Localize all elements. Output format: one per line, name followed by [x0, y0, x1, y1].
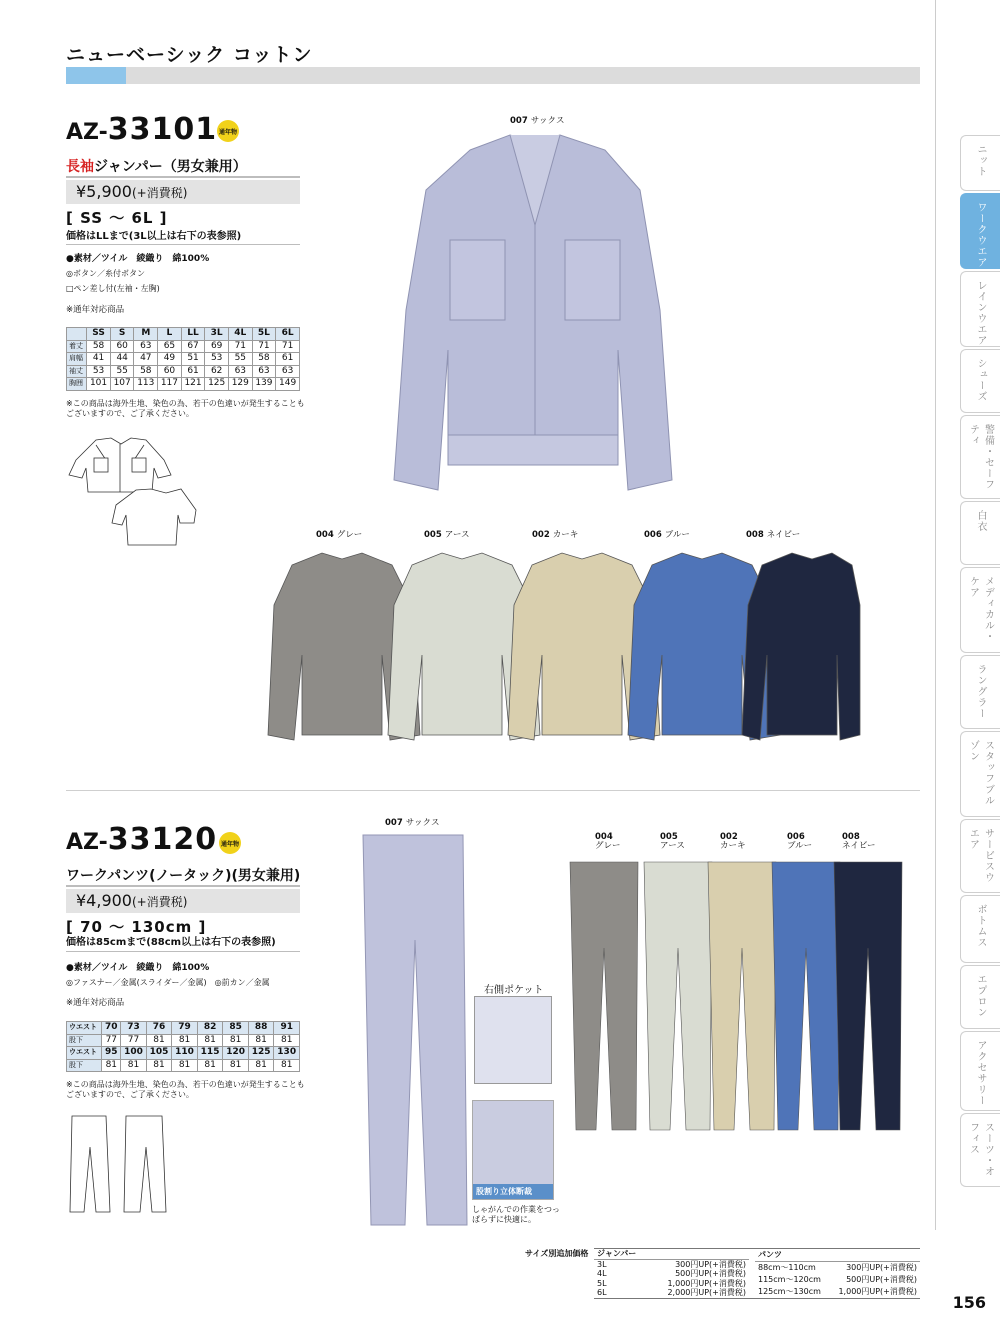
- pants-line-drawing: [66, 1112, 176, 1222]
- table-header-cell: SS: [87, 328, 111, 341]
- table-cell: 81: [223, 1059, 249, 1072]
- jacket-price: ¥5,900: [76, 182, 132, 201]
- table-cell: 81: [146, 1034, 172, 1047]
- side-nav-label: ボトムス: [975, 904, 986, 948]
- side-nav-tab-accessory[interactable]: [960, 1031, 1000, 1111]
- side-nav-tab-security[interactable]: [960, 415, 1000, 499]
- color-name: カーキ: [552, 530, 579, 540]
- table-row-label: 肩幅: [67, 353, 87, 366]
- table-cell: 58: [252, 353, 276, 366]
- table-row: [67, 1059, 300, 1072]
- jacket-tax: (+消費税): [131, 186, 188, 200]
- pants-variant-label: [595, 833, 621, 852]
- jacket-name: [66, 156, 247, 176]
- side-nav-tab-wrangler[interactable]: [960, 655, 1000, 729]
- color-code: 005: [660, 832, 678, 842]
- pants-price: ¥4,900: [76, 891, 132, 910]
- table-cell: 63: [134, 340, 158, 353]
- side-nav-label: ラングラー: [975, 664, 986, 719]
- table-row: [67, 1034, 300, 1047]
- pants-extra-table: [755, 1249, 920, 1298]
- pants-disclaimer: ※この商品は海外生地、染色の為、若干の色違いが発生することもございますので、ご了承ください。: [66, 1080, 305, 1100]
- side-nav-tab-service[interactable]: [960, 819, 1000, 893]
- jumper-extra-header: ジャンパー: [594, 1249, 749, 1259]
- jacket-spec-button: ◎ボタン／糸付ボタン: [66, 269, 145, 278]
- side-nav-label: スーツ・オフィス: [967, 1122, 994, 1177]
- side-nav-label: ワークウエア: [975, 202, 986, 268]
- side-nav-tab-knit[interactable]: [960, 135, 1000, 191]
- table-cell: 85: [223, 1022, 249, 1035]
- table-row: [755, 1286, 920, 1298]
- pants-model-num: 33120: [107, 822, 218, 857]
- pants-main-color-label: [385, 816, 439, 828]
- side-nav-label: サービスウエア: [967, 828, 994, 883]
- table-row: [594, 1269, 749, 1279]
- pants-material: ●素材／ツイル 綾織り 綿100%: [66, 963, 210, 973]
- table-header-cell: L: [158, 328, 182, 341]
- color-code: 008: [842, 832, 860, 842]
- page-title: ニューベーシック コットン: [66, 44, 313, 66]
- table-header-cell: M: [134, 328, 158, 341]
- table-cell: 77: [102, 1034, 121, 1047]
- table-cell: 62: [205, 365, 229, 378]
- table-cell: 65: [158, 340, 182, 353]
- table-row-label: 着丈: [67, 340, 87, 353]
- extra-price: 300円UP(+消費税): [846, 1263, 917, 1273]
- color-name: アース: [444, 530, 470, 540]
- table-header-cell: S: [110, 328, 134, 341]
- extra-price: 2,000円UP(+消費税): [667, 1288, 746, 1297]
- jacket-note-underline: [66, 244, 300, 245]
- table-cell: 82: [197, 1022, 223, 1035]
- jacket-season-badge: 通年物: [217, 120, 239, 142]
- table-cell: 107: [110, 378, 134, 391]
- table-cell: 67: [181, 340, 205, 353]
- table-cell: 58: [134, 365, 158, 378]
- jacket-main-image: [380, 130, 690, 510]
- jacket-variants-image: [262, 545, 862, 755]
- table-cell: 129: [228, 378, 252, 391]
- pants-variant-label: [842, 833, 876, 852]
- table-cell: 81: [146, 1059, 172, 1072]
- table-row-label: 股下: [67, 1034, 102, 1047]
- table-cell: 63: [276, 365, 300, 378]
- table-cell: 55: [110, 365, 134, 378]
- color-code: 002: [532, 530, 550, 540]
- table-cell: 58: [87, 340, 111, 353]
- side-nav-tab-suit[interactable]: [960, 1113, 1000, 1187]
- pants-name: ワークパンツ(ノータック)(男女兼用): [66, 868, 301, 884]
- color-name: ブルー: [787, 841, 813, 852]
- table-row: [755, 1261, 920, 1273]
- table-cell: 81: [248, 1034, 274, 1047]
- title-bar: [66, 67, 920, 84]
- side-nav-tab-whitecoat[interactable]: [960, 501, 1000, 565]
- table-cell: 101: [87, 378, 111, 391]
- jacket-material: ●素材／ツイル 綾織り 綿100%: [66, 254, 210, 264]
- table-cell: 55: [228, 353, 252, 366]
- pants-main-image: [355, 830, 475, 1230]
- table-cell: 49: [158, 353, 182, 366]
- table-cell: 79: [172, 1022, 198, 1035]
- extra-price-title: サイズ別追加価格: [525, 1249, 589, 1258]
- extra-price-table: [594, 1248, 920, 1299]
- table-cell: 53: [87, 365, 111, 378]
- table-row-label: 股下: [67, 1059, 102, 1072]
- table-corner: [67, 328, 87, 341]
- pants-tax: (+消費税): [131, 895, 188, 909]
- table-cell: 69: [205, 340, 229, 353]
- side-nav-tab-workwear[interactable]: [960, 193, 1000, 269]
- color-name: グレー: [336, 530, 363, 540]
- table-cell: 100: [121, 1047, 147, 1060]
- table-cell: 113: [134, 378, 158, 391]
- table-cell: 81: [223, 1034, 249, 1047]
- side-nav: [960, 135, 1000, 1189]
- table-cell: 60: [158, 365, 182, 378]
- table-cell: 44: [110, 353, 134, 366]
- jacket-variant-label: [644, 528, 690, 540]
- extra-price: 500円UP(+消費税): [846, 1275, 917, 1284]
- table-row: [67, 378, 300, 391]
- side-nav-tab-medical[interactable]: [960, 567, 1000, 653]
- jacket-spec-pen: □ペン差し付(左袖・左胸): [66, 284, 160, 293]
- table-row: [594, 1259, 749, 1269]
- table-cell: 71: [252, 340, 276, 353]
- pocket-detail-label: 右側ポケット: [484, 985, 544, 996]
- title-bar-accent: [66, 67, 126, 84]
- table-row-label: 胸囲: [67, 378, 87, 391]
- table-header-cell: 5L: [252, 328, 276, 341]
- table-cell: 61: [181, 365, 205, 378]
- table-cell: 76: [146, 1022, 172, 1035]
- pants-season-note: ※通年対応商品: [66, 998, 125, 1008]
- color-code: 004: [316, 530, 334, 540]
- jacket-model-number: [66, 112, 217, 147]
- side-nav-label: 警備・セーフティ: [967, 424, 994, 490]
- table-row-label: ウエスト: [67, 1022, 102, 1035]
- side-nav-label: 白衣: [975, 510, 986, 532]
- side-nav-label: メディカル・ケア: [967, 576, 994, 642]
- color-code: 007: [510, 116, 528, 126]
- pants-extra-header: パンツ: [755, 1249, 920, 1261]
- table-cell: 81: [197, 1059, 223, 1072]
- table-cell: 125: [248, 1047, 274, 1060]
- pants-price-bar: [66, 889, 300, 913]
- table-header-cell: LL: [181, 328, 205, 341]
- jacket-season-note: ※通年対応商品: [66, 305, 125, 315]
- jacket-price-bar: [66, 180, 300, 204]
- pants-variant-label: [787, 833, 812, 852]
- color-code: 004: [595, 832, 613, 842]
- table-header-cell: 3L: [205, 328, 229, 341]
- extra-price: 500円UP(+消費税): [675, 1269, 746, 1278]
- table-cell: 88: [248, 1022, 274, 1035]
- side-nav-label: エプロン: [975, 974, 986, 1018]
- table-cell: 51: [181, 353, 205, 366]
- crotch-detail-text: しゃがんでの作業をつっぱらずに快適に。: [472, 1205, 560, 1225]
- pants-size-range: [ 70 ～ 130cm ]: [66, 918, 207, 936]
- table-cell: 115: [197, 1047, 223, 1060]
- jacket-variant-label: [424, 528, 470, 540]
- jacket-name-rest: ジャンパー（男女兼用）: [94, 159, 247, 175]
- color-code: 008: [746, 530, 764, 540]
- table-cell: 81: [172, 1034, 198, 1047]
- color-name: アース: [660, 841, 685, 852]
- jacket-line-drawing: [66, 430, 206, 550]
- table-row: [67, 365, 300, 378]
- table-row-label: 袖丈: [67, 365, 87, 378]
- side-nav-tab-apron[interactable]: [960, 965, 1000, 1029]
- pocket-detail-image: [474, 996, 552, 1084]
- color-name: サックス: [405, 818, 440, 828]
- table-cell: 121: [181, 378, 205, 391]
- side-nav-tab-staff[interactable]: [960, 731, 1000, 817]
- jacket-size-range: [ SS ～ 6L ]: [66, 209, 168, 227]
- pants-model-prefix: AZ-: [66, 830, 108, 855]
- pants-model-number: [66, 822, 217, 857]
- table-cell: 81: [121, 1059, 147, 1072]
- pants-note-underline: [66, 951, 300, 952]
- side-nav-tab-shoes[interactable]: [960, 349, 1000, 413]
- side-nav-tab-rainwear[interactable]: [960, 271, 1000, 347]
- jacket-main-color-label: [510, 114, 564, 126]
- table-cell: 149: [276, 378, 300, 391]
- color-name: グレー: [595, 841, 621, 852]
- table-cell: 139: [252, 378, 276, 391]
- extra-price: 300円UP(+消費税): [675, 1259, 746, 1269]
- table-cell: 70: [102, 1022, 121, 1035]
- table-row: [594, 1279, 749, 1289]
- table-cell: 95: [102, 1047, 121, 1060]
- extra-size: 5L: [597, 1278, 607, 1288]
- color-name: カーキ: [720, 841, 746, 852]
- extra-size: 115cm～120cm: [758, 1275, 821, 1284]
- table-cell: 117: [158, 378, 182, 391]
- side-nav-label: ニット: [975, 144, 986, 177]
- table-row: [67, 1047, 300, 1060]
- table-cell: 81: [172, 1059, 198, 1072]
- extra-size: 4L: [597, 1269, 607, 1278]
- color-code: 006: [644, 530, 662, 540]
- table-row: [67, 353, 300, 366]
- table-cell: 81: [248, 1059, 274, 1072]
- pants-size-table: [66, 1021, 300, 1072]
- jacket-size-table: [66, 327, 300, 391]
- extra-price: 1,000円UP(+消費税): [838, 1286, 917, 1296]
- pants-variant-label: [720, 833, 746, 852]
- color-code: 005: [424, 530, 442, 540]
- extra-size: 88cm～110cm: [758, 1263, 816, 1273]
- table-cell: 81: [102, 1059, 121, 1072]
- table-cell: 125: [205, 378, 229, 391]
- side-nav-label: アクセサリー: [975, 1040, 986, 1106]
- jacket-price-note: 価格はLLまで(3L以上は右下の表参照): [66, 231, 242, 242]
- jacket-name-red: 長袖: [66, 159, 94, 175]
- page-number: 156: [952, 1293, 986, 1312]
- table-cell: 41: [87, 353, 111, 366]
- table-cell: 81: [274, 1034, 300, 1047]
- jacket-variant-label: [746, 528, 800, 540]
- color-name: サックス: [530, 116, 565, 126]
- table-cell: 60: [110, 340, 134, 353]
- jacket-disclaimer: ※この商品は海外生地、染色の為、若干の色違いが発生することもございますので、ご了承ください。: [66, 399, 305, 419]
- side-nav-label: シューズ: [975, 358, 986, 402]
- color-name: ブルー: [664, 530, 690, 540]
- pants-spec-fastener: ◎ファスナー／金属(スライダー／金属) ◎前カン／金属: [66, 978, 270, 987]
- table-cell: 130: [274, 1047, 300, 1060]
- table-cell: 63: [252, 365, 276, 378]
- section-divider: [66, 790, 920, 791]
- side-nav-tab-bottoms[interactable]: [960, 895, 1000, 963]
- jacket-variant-label: [316, 528, 362, 540]
- extra-size: 3L: [597, 1259, 607, 1269]
- table-cell: 81: [274, 1059, 300, 1072]
- color-name: ネイビー: [766, 530, 801, 540]
- pants-season-badge: 通年物: [219, 832, 241, 854]
- jumper-extra-table: [594, 1249, 749, 1298]
- color-code: 007: [385, 818, 403, 828]
- jacket-variant-label: [532, 528, 578, 540]
- table-cell: 71: [228, 340, 252, 353]
- table-row: [594, 1288, 749, 1298]
- crotch-detail-label: 股割り立体断裁: [473, 1184, 553, 1199]
- table-cell: 120: [223, 1047, 249, 1060]
- table-cell: 77: [121, 1034, 147, 1047]
- side-nav-label: スタッフブルゾン: [967, 740, 994, 806]
- color-code: 002: [720, 832, 738, 842]
- table-cell: 110: [172, 1047, 198, 1060]
- pants-price-note: 価格は85cmまで(88cm以上は右下の表参照): [66, 937, 276, 948]
- table-cell: 71: [276, 340, 300, 353]
- table-cell: 81: [197, 1034, 223, 1047]
- color-name: ネイビー: [842, 841, 876, 852]
- table-cell: 105: [146, 1047, 172, 1060]
- table-cell: 47: [134, 353, 158, 366]
- table-header-cell: 6L: [276, 328, 300, 341]
- jacket-name-underline: [66, 176, 300, 178]
- jacket-model-prefix: AZ-: [66, 120, 108, 145]
- table-cell: 61: [276, 353, 300, 366]
- table-header-cell: 4L: [228, 328, 252, 341]
- pants-name-underline: [66, 885, 300, 887]
- extra-price: 1,000円UP(+消費税): [667, 1278, 746, 1288]
- table-cell: 63: [228, 365, 252, 378]
- extra-size: 125cm～130cm: [758, 1286, 821, 1296]
- extra-size: 6L: [597, 1288, 607, 1297]
- table-row-label: ウエスト: [67, 1047, 102, 1060]
- color-code: 006: [787, 832, 805, 842]
- pants-variants-image: [568, 858, 918, 1138]
- table-cell: 73: [121, 1022, 147, 1035]
- table-header-row: [67, 328, 300, 341]
- table-row: [755, 1274, 920, 1286]
- pants-variant-label: [660, 833, 685, 852]
- side-nav-label: レインウエア: [975, 280, 986, 346]
- crotch-detail-image: [472, 1100, 554, 1200]
- jacket-model-num: 33101: [107, 112, 218, 147]
- table-row: [67, 1022, 300, 1035]
- table-cell: 91: [274, 1022, 300, 1035]
- table-row: [67, 340, 300, 353]
- page-edge-line: [935, 0, 936, 1230]
- table-cell: 53: [205, 353, 229, 366]
